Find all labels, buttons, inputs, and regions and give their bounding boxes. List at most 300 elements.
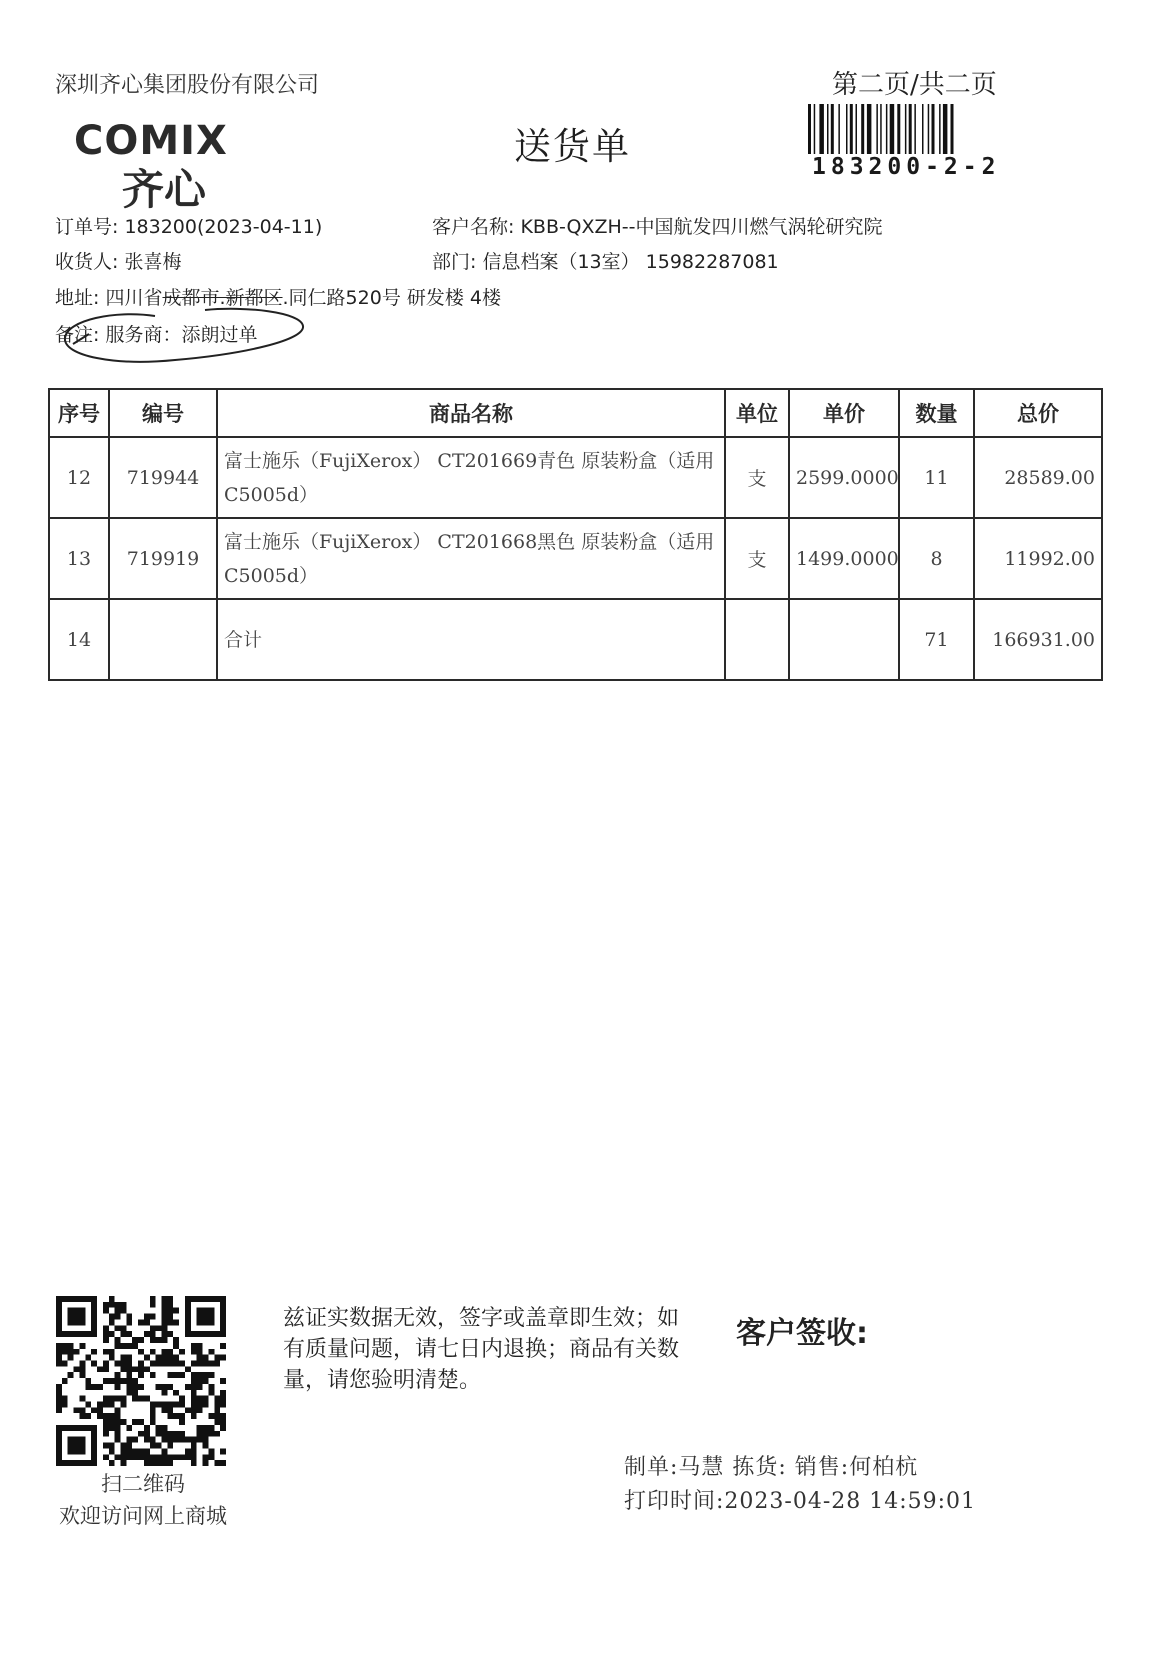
qr-module [132, 1390, 138, 1396]
barcode-number: 183200-2-2 [812, 154, 1001, 180]
barcode-bar [876, 104, 878, 154]
qr-module [68, 1331, 74, 1337]
barcode [808, 104, 1004, 154]
cell-name: 富士施乐（FujiXerox） CT201668黑色 原装粉盒（适用C5005d） [217, 518, 725, 599]
cell-name: 合计 [217, 599, 725, 680]
qr-module [144, 1425, 150, 1431]
qr-module [185, 1407, 191, 1413]
qr-module [109, 1419, 115, 1425]
qr-module [138, 1396, 144, 1402]
department-row [432, 247, 779, 274]
qr-caption-line1: 扫二维码 [101, 1472, 185, 1496]
qr-module [144, 1431, 150, 1437]
print-time: 打印时间:2023-04-28 14:59:01 [624, 1489, 977, 1514]
cell-unit [725, 599, 789, 680]
qr-module [115, 1413, 121, 1419]
qr-module [185, 1331, 191, 1337]
qr-module [144, 1437, 150, 1443]
qr-module [162, 1425, 168, 1431]
staff-line: 制单:马慧 拣货: 销售:何柏杭 [624, 1455, 919, 1480]
qr-module [162, 1437, 168, 1443]
qr-module [173, 1308, 179, 1314]
customer-row [432, 212, 883, 239]
svg-text:齐心: 齐心 [122, 165, 207, 214]
qr-module [208, 1448, 214, 1454]
qr-module [91, 1308, 97, 1314]
qr-module [132, 1378, 138, 1384]
qr-module [103, 1349, 109, 1355]
qr-module [150, 1413, 156, 1419]
qr-module [191, 1407, 197, 1413]
qr-module [56, 1390, 62, 1396]
qr-module [62, 1425, 68, 1431]
qr-module [56, 1355, 62, 1361]
qr-module [220, 1308, 226, 1314]
qr-module [132, 1366, 138, 1372]
document-title: 送货单 [514, 125, 631, 168]
qr-module [103, 1331, 109, 1337]
qr-module [203, 1431, 209, 1437]
qr-module [144, 1396, 150, 1402]
qr-module [91, 1296, 97, 1302]
qr-module [220, 1448, 226, 1454]
table-row [49, 518, 1102, 599]
qr-module [62, 1296, 68, 1302]
qr-module [150, 1360, 156, 1366]
qr-module [79, 1319, 85, 1325]
qr-module [97, 1407, 103, 1413]
qr-module [74, 1366, 80, 1372]
qr-module [208, 1413, 214, 1419]
qr-module [220, 1419, 226, 1425]
qr-module [179, 1372, 185, 1378]
qr-module [115, 1325, 121, 1331]
qr-module [91, 1448, 97, 1454]
qr-module [74, 1407, 80, 1413]
qr-module [197, 1402, 203, 1408]
qr-module [214, 1296, 220, 1302]
receiver-label: 收货人: [55, 251, 119, 273]
qr-module [156, 1443, 162, 1449]
qr-module [109, 1349, 115, 1355]
qr-module [68, 1314, 74, 1320]
qr-module [126, 1314, 132, 1320]
qr-module [185, 1296, 191, 1302]
qr-module [62, 1331, 68, 1337]
qr-module [120, 1419, 126, 1425]
qr-module [203, 1460, 209, 1466]
qr-module [162, 1431, 168, 1437]
qr-module [208, 1314, 214, 1320]
qr-module [208, 1384, 214, 1390]
cell-qty: 71 [899, 599, 974, 680]
cell-total: 28589.00 [974, 437, 1102, 518]
qr-module [220, 1355, 226, 1361]
qr-module [109, 1413, 115, 1419]
qr-module [62, 1360, 68, 1366]
qr-module [179, 1349, 185, 1355]
qr-module [197, 1331, 203, 1337]
qr-module [220, 1296, 226, 1302]
qr-module [162, 1390, 168, 1396]
barcode-bar [808, 104, 811, 154]
cell-price: 2599.0000 [789, 437, 899, 518]
qr-module [115, 1302, 121, 1308]
qr-module [156, 1337, 162, 1343]
qr-module [91, 1425, 97, 1431]
qr-module [173, 1343, 179, 1349]
qr-module [197, 1349, 203, 1355]
qr-module [162, 1314, 168, 1320]
receiver-row [55, 247, 181, 274]
qr-module [167, 1331, 173, 1337]
qr-module [208, 1319, 214, 1325]
qr-module [220, 1390, 226, 1396]
qr-module [208, 1360, 214, 1366]
qr-module [74, 1319, 80, 1325]
qr-module [197, 1437, 203, 1443]
address-struck: 成都市.新都区 [162, 287, 283, 309]
qr-module [62, 1460, 68, 1466]
qr-module [203, 1331, 209, 1337]
qr-module [91, 1302, 97, 1308]
qr-module [56, 1454, 62, 1460]
qr-module [109, 1402, 115, 1408]
qr-module [103, 1360, 109, 1366]
qr-module [197, 1343, 203, 1349]
qr-module [162, 1337, 168, 1343]
qr-module [120, 1448, 126, 1454]
qr-module [179, 1396, 185, 1402]
qr-module [103, 1325, 109, 1331]
qr-module [109, 1378, 115, 1384]
qr-module [191, 1443, 197, 1449]
qr-module [162, 1308, 168, 1314]
qr-module [208, 1425, 214, 1431]
qr-module [167, 1360, 173, 1366]
qr-module [185, 1384, 191, 1390]
qr-module [197, 1425, 203, 1431]
qr-module [62, 1349, 68, 1355]
qr-module [91, 1331, 97, 1337]
qr-module [197, 1355, 203, 1361]
qr-module [138, 1419, 144, 1425]
cell-price: 1499.0000 [789, 518, 899, 599]
qr-module [79, 1343, 85, 1349]
qr-module [220, 1402, 226, 1408]
qr-module [126, 1372, 132, 1378]
qr-module [191, 1331, 197, 1337]
qr-module [74, 1331, 80, 1337]
qr-module [203, 1296, 209, 1302]
qr-module [79, 1460, 85, 1466]
qr-module [56, 1437, 62, 1443]
qr-module [56, 1425, 62, 1431]
qr-module [208, 1454, 214, 1460]
qr-module [203, 1372, 209, 1378]
qr-module [220, 1343, 226, 1349]
qr-module [167, 1407, 173, 1413]
qr-module [126, 1366, 132, 1372]
qr-module [115, 1419, 121, 1425]
qr-module [91, 1460, 97, 1466]
qr-module [79, 1437, 85, 1443]
cell-name: 富士施乐（FujiXerox） CT201669青色 原装粉盒（适用C5005d） [217, 437, 725, 518]
qr-module [220, 1314, 226, 1320]
qr-module [120, 1325, 126, 1331]
qr-module [156, 1384, 162, 1390]
qr-module [132, 1448, 138, 1454]
qr-module [56, 1308, 62, 1314]
qr-module [138, 1319, 144, 1325]
qr-module [74, 1437, 80, 1443]
qr-module [162, 1448, 168, 1454]
qr-module [214, 1407, 220, 1413]
table-header-row [49, 389, 1102, 437]
header-qty: 数量 [899, 389, 974, 437]
receiver-value: 张喜梅 [124, 251, 182, 273]
qr-module [138, 1454, 144, 1460]
qr-module [167, 1372, 173, 1378]
qr-module [150, 1454, 156, 1460]
qr-module [56, 1431, 62, 1437]
qr-module [56, 1396, 62, 1402]
qr-module [167, 1384, 173, 1390]
qr-module [132, 1454, 138, 1460]
qr-module [115, 1425, 121, 1431]
qr-module [197, 1360, 203, 1366]
qr-module [91, 1407, 97, 1413]
qr-module [179, 1431, 185, 1437]
qr-module [214, 1396, 220, 1402]
barcode-bar [928, 104, 930, 154]
qr-module [79, 1296, 85, 1302]
qr-module [115, 1360, 121, 1366]
qr-module [85, 1413, 91, 1419]
qr-module [173, 1372, 179, 1378]
qr-module [214, 1360, 220, 1366]
qr-module [109, 1302, 115, 1308]
qr-module [56, 1460, 62, 1466]
qr-module [144, 1331, 150, 1337]
qr-module [203, 1443, 209, 1449]
qr-module [144, 1366, 150, 1372]
qr-module [167, 1355, 173, 1361]
barcode-bar [867, 104, 872, 154]
qr-module [162, 1325, 168, 1331]
qr-module [120, 1302, 126, 1308]
qr-module [91, 1349, 97, 1355]
qr-module [91, 1454, 97, 1460]
cell-seq: 13 [49, 518, 109, 599]
qr-module [132, 1437, 138, 1443]
qr-module [197, 1372, 203, 1378]
qr-module [103, 1378, 109, 1384]
barcode-bar [943, 104, 948, 154]
qr-module [220, 1319, 226, 1325]
qr-module [74, 1425, 80, 1431]
qr-module [68, 1372, 74, 1378]
qr-module [144, 1319, 150, 1325]
barcode-bar [914, 104, 916, 154]
qr-caption-line2: 欢迎访问网上商城 [59, 1504, 227, 1528]
qr-module [62, 1396, 68, 1402]
qr-module [68, 1460, 74, 1466]
qr-module [79, 1413, 85, 1419]
customer-signature-label: 客户签收: [736, 1316, 868, 1351]
qr-module [208, 1390, 214, 1396]
qr-module [115, 1314, 121, 1320]
qr-module [120, 1343, 126, 1349]
qr-module [79, 1396, 85, 1402]
items-table [48, 388, 1103, 681]
qr-module [109, 1296, 115, 1302]
qr-code [56, 1296, 226, 1466]
qr-module [109, 1319, 115, 1325]
qr-module [191, 1372, 197, 1378]
qr-module [167, 1437, 173, 1443]
header-price: 单价 [789, 389, 899, 437]
qr-module [120, 1460, 126, 1466]
qr-module [173, 1360, 179, 1366]
qr-module [68, 1349, 74, 1355]
qr-module [132, 1384, 138, 1390]
qr-module [203, 1437, 209, 1443]
barcode-bar [814, 104, 816, 154]
barcode-bar [850, 104, 853, 154]
qr-module [68, 1319, 74, 1325]
qr-module [126, 1331, 132, 1337]
qr-module [144, 1460, 150, 1466]
qr-module [109, 1425, 115, 1431]
qr-module [56, 1314, 62, 1320]
qr-module [56, 1407, 62, 1413]
qr-module [220, 1331, 226, 1337]
qr-module [85, 1425, 91, 1431]
qr-module [97, 1402, 103, 1408]
qr-module [68, 1296, 74, 1302]
qr-module [191, 1360, 197, 1366]
qr-module [191, 1460, 197, 1466]
qr-module [91, 1437, 97, 1443]
qr-module [191, 1396, 197, 1402]
qr-module [126, 1454, 132, 1460]
qr-module [179, 1454, 185, 1460]
barcode-bar [861, 104, 864, 154]
qr-module [167, 1314, 173, 1320]
qr-module [126, 1384, 132, 1390]
qr-module [74, 1296, 80, 1302]
qr-module [214, 1431, 220, 1437]
qr-module [91, 1325, 97, 1331]
cell-seq: 14 [49, 599, 109, 680]
qr-module [85, 1296, 91, 1302]
qr-module [150, 1349, 156, 1355]
qr-module [197, 1319, 203, 1325]
qr-module [115, 1396, 121, 1402]
qr-module [197, 1296, 203, 1302]
qr-module [220, 1413, 226, 1419]
qr-module [203, 1378, 209, 1384]
qr-module [191, 1349, 197, 1355]
qr-module [191, 1437, 197, 1443]
qr-module [208, 1372, 214, 1378]
qr-module [150, 1437, 156, 1443]
order-number-row [55, 212, 322, 239]
table-row [49, 437, 1102, 518]
qr-module [56, 1319, 62, 1325]
qr-module [220, 1325, 226, 1331]
qr-module [203, 1396, 209, 1402]
barcode-bar [819, 104, 824, 154]
qr-module [167, 1308, 173, 1314]
qr-module [56, 1349, 62, 1355]
qr-module [103, 1308, 109, 1314]
qr-module [150, 1331, 156, 1337]
qr-module [79, 1331, 85, 1337]
qr-module [120, 1360, 126, 1366]
qr-module [173, 1431, 179, 1437]
qr-module [162, 1355, 168, 1361]
qr-module [109, 1448, 115, 1454]
qr-module [162, 1360, 168, 1366]
qr-module [132, 1419, 138, 1425]
qr-module [203, 1360, 209, 1366]
qr-module [162, 1384, 168, 1390]
qr-module [85, 1384, 91, 1390]
qr-module [79, 1448, 85, 1454]
qr-module [203, 1308, 209, 1314]
qr-module [126, 1443, 132, 1449]
qr-module [109, 1396, 115, 1402]
barcode-bar [890, 104, 895, 154]
qr-module [220, 1396, 226, 1402]
qr-module [138, 1384, 144, 1390]
qr-module [115, 1337, 121, 1343]
qr-module [56, 1343, 62, 1349]
qr-module [173, 1437, 179, 1443]
qr-module [138, 1366, 144, 1372]
qr-module [214, 1460, 220, 1466]
qr-module [115, 1407, 121, 1413]
qr-module [220, 1460, 226, 1466]
qr-module [103, 1443, 109, 1449]
qr-module [179, 1419, 185, 1425]
qr-module [173, 1355, 179, 1361]
qr-module [120, 1396, 126, 1402]
qr-module [167, 1460, 173, 1466]
qr-module [79, 1372, 85, 1378]
qr-module [126, 1448, 132, 1454]
table-total-row [49, 599, 1102, 680]
qr-module [62, 1402, 68, 1408]
qr-module [103, 1396, 109, 1402]
qr-module [167, 1443, 173, 1449]
qr-module [185, 1366, 191, 1372]
qr-module [173, 1390, 179, 1396]
header-code: 编号 [109, 389, 217, 437]
qr-module [62, 1378, 68, 1384]
qr-module [56, 1296, 62, 1302]
qr-module [85, 1355, 91, 1361]
qr-module [191, 1454, 197, 1460]
qr-module [167, 1431, 173, 1437]
header-seq: 序号 [49, 389, 109, 437]
barcode-bar [922, 104, 924, 154]
qr-module [103, 1302, 109, 1308]
qr-module [191, 1343, 197, 1349]
cell-code: 719944 [109, 437, 217, 518]
